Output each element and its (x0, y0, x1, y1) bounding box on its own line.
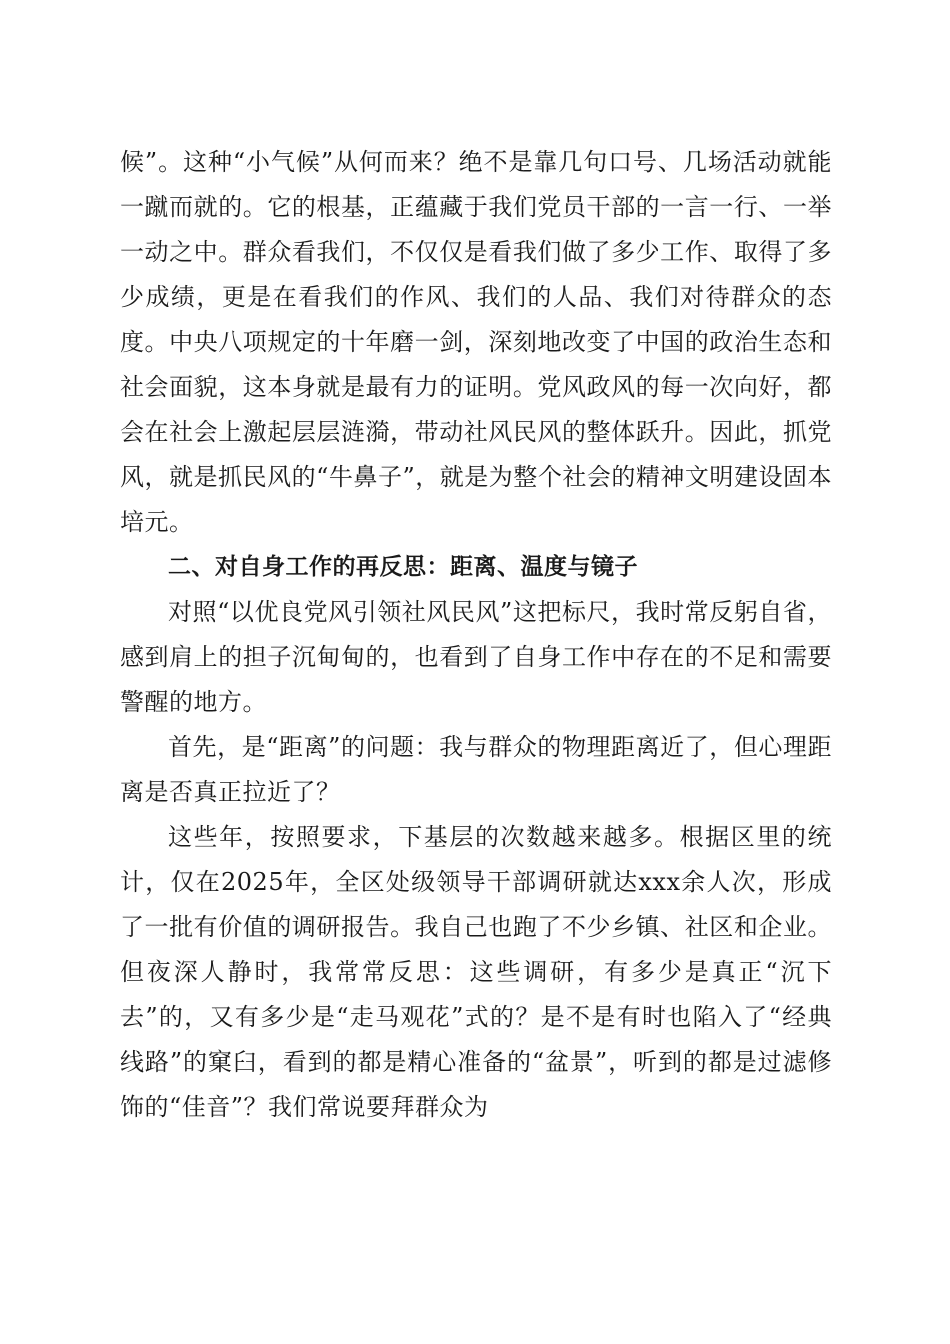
document-body (120, 140, 832, 1130)
paragraph: 对照“以优良党风引领社风民风”这把标尺，我时常反躬自省，感到肩上的担子沉甸甸的，也看到了自身工作中存在的不足和需要警醒的地方。 (120, 598, 832, 716)
paragraph-continued: 候”。这种“小气候”从何而来？绝不是靠几句口号、几场活动就能一蹴而就的。它的根基，正蕴藏于我们党员干部的一言一行、一举一动之中。群众看我们，不仅仅是看我们做了多少工作、取得了多少成绩，更是在看我们的作风、我们的人品、我们对待群众的态度。中央八项规定的十年磨一剑，深刻地改变了中国的政治生态和社会面貌，这本身就是最有力的证明。党风政风的每一次向好，都会在社会上激起层层涟漪，带动社风民风的整体跃升。因此，抓党风，就是抓民风的“牛鼻子”，就是为整个社会的精神文明建设固本培元。 (120, 148, 832, 536)
paragraph: 这些年，按照要求，下基层的次数越来越多。根据区里的统计，仅在2025年，全区处级领导干部调研就达xxx余人次，形成了一批有价值的调研报告。我自己也跑了不少乡镇、社区和企业。但夜深人静时，我常常反思：这些调研，有多少是真正“沉下去”的，又有多少是“走马观花”式的？是不是有时也陷入了“经典线路”的窠臼，看到的都是精心准备的“盆景”，听到的都是过滤修饰的“佳音”？我们常说要拜群众为 (120, 823, 832, 1121)
section-heading: 二、对自身工作的再反思：距离、温度与镜子 (168, 554, 638, 580)
paragraph: 首先，是“距离”的问题：我与群众的物理距离近了，但心理距离是否真正拉近了？ (120, 733, 832, 806)
